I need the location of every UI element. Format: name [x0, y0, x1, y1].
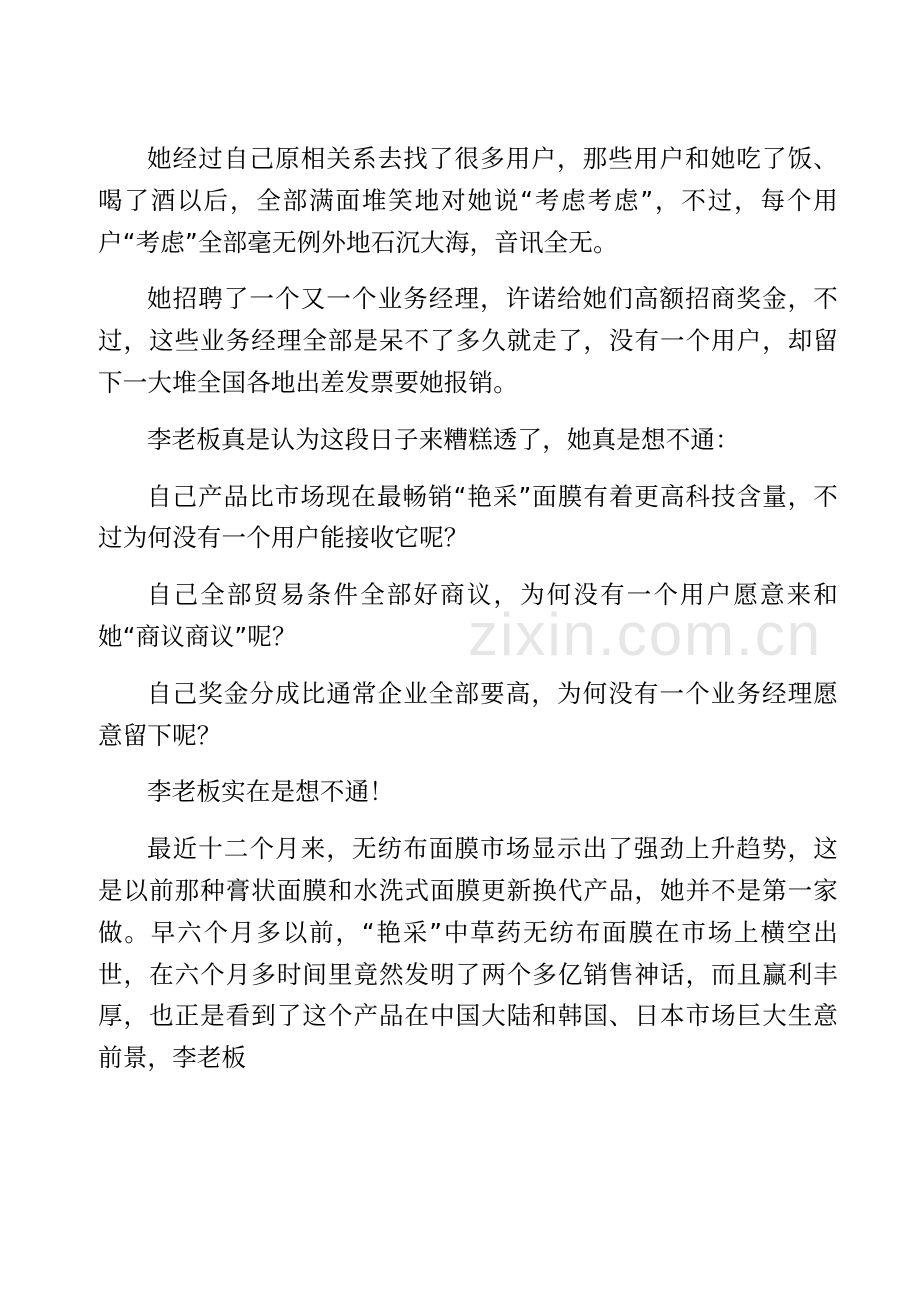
paragraph-3: 李老板真是认为这段日子来糟糕透了，她真是想不通： — [147, 424, 740, 454]
paragraph-6: 自己奖金分成比通常企业全部要高，为何没有一个业务经理愿意留下呢？ — [98, 678, 838, 750]
paragraph-1: 她经过自己原相关系去找了很多用户，那些用户和她吃了饭、喝了酒以后，全部满面堆笑地对她说“考虑考虑”，不过，每个用户“考虑”全部毫无例外地石沉大海，音讯全无。 — [98, 144, 838, 257]
paragraph-2: 她招聘了一个又一个业务经理，许诺给她们高额招商奖金，不过，这些业务经理全部是呆不了多久就走了，没有一个用户，却留下一大堆全国各地出差发票要她报销。 — [98, 284, 838, 397]
paragraph-5: 自己全部贸易条件全部好商议，为何没有一个用户愿意来和她“商议商议”呢？ — [98, 580, 838, 651]
paragraph-4: 自己产品比市场现在最畅销“艳采”面膜有着更高科技含量，不过为何没有一个用户能接收它呢？ — [98, 481, 838, 553]
paragraph-8: 最近十二个月来，无纺布面膜市场显示出了强劲上升趋势，这是以前那种膏状面膜和水洗式面膜更新换代产品，她并不是第一家做。早六个月多以前，“艳采”中草药无纺布面膜在市场上横空出世，在六个月多时间里竟然发明了两个多亿销售神话，而且赢利丰厚，也正是看到了这个产品在中国大陆和韩国、日本市场巨大生意前景，李老板 — [98, 834, 838, 1073]
paragraph-7: 李老板实在是想不通！ — [147, 777, 394, 807]
watermark: zixin.com.cn — [468, 601, 823, 668]
body-text — [98, 138, 838, 1094]
